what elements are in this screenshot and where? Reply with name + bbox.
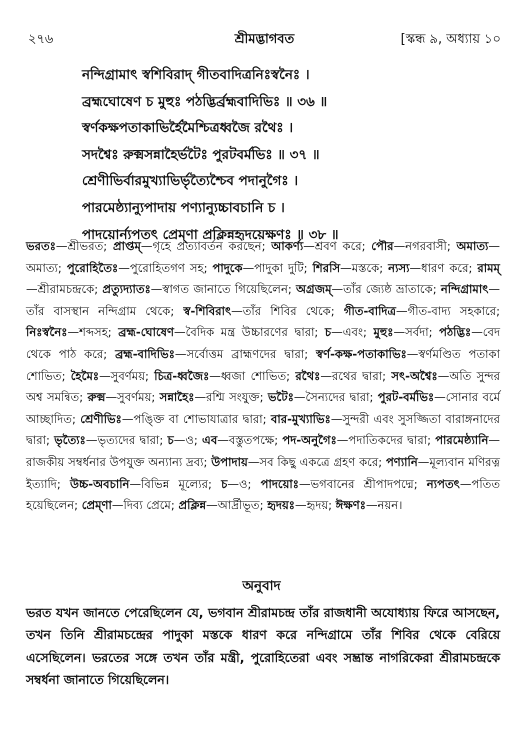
synonym-word: পারমেষ্ঠ্যানি (435, 433, 489, 448)
synonym-meaning: ভৃত্যদের দ্বারা; (97, 433, 164, 448)
synonym-word: পদ-অনুগৈঃ (282, 433, 337, 448)
synonym-meaning: দিব্য প্রেমে; (123, 498, 175, 513)
synonym-meaning: নগরবাসী; (405, 239, 451, 253)
synonym-meaning: নয়ন। (377, 498, 403, 513)
synonym-word: পৌর (371, 239, 394, 253)
synonym-meaning: সোনার বর্মে আচ্ছাদিত; (26, 390, 501, 426)
synonym-word: নন্দিগ্রামাৎ (440, 282, 489, 297)
synonym-word: হৈমৈঃ (70, 368, 100, 383)
synonym-word: রামম্ (477, 260, 500, 275)
synonym-word: স্বর্ণ-কক্ষ-পতাকাভিঃ (316, 346, 407, 361)
synonym-word: ভৃত্যৈঃ (54, 433, 86, 448)
synonym-meaning: পদাতিকদের দ্বারা; (348, 433, 432, 448)
synonym-word: অমাত্য (456, 239, 489, 253)
synonym-meaning: পুরোহিতগণ সহ; (129, 260, 208, 275)
synonym-word: পুরট-বর্মভিঃ (377, 390, 435, 405)
synonym-word: পঠদ্ভিঃ (439, 325, 472, 340)
synonym-word: এব (202, 433, 218, 448)
synonym-word: উপাদায় (211, 454, 248, 469)
synonym-meaning: গীত-বাদ্য সহকারে; (407, 303, 500, 318)
synonym-meaning: তাঁর শিবির থেকে; (242, 303, 335, 318)
synonym-meaning: সর্বদা; (405, 325, 433, 340)
synonym-meaning: শ্রবণ করে; (314, 239, 366, 253)
synonym-word: চ (167, 433, 174, 448)
synonym-meaning: রাজকীয় সম্বর্ধনার উপযুক্ত অন্যান্য দ্রব্য; (26, 454, 208, 469)
synonym-meaning: সৈন্যদের দ্বারা; (305, 390, 374, 405)
word-for-word-synonyms: ভরতঃ—শ্রীভরত; প্রাপ্তম্—গৃহে প্রত্যাবর্তন করছেন; আকর্ণ্য—শ্রবণ করে; পৌর—নগরবাসী; অমাত্য—অমাত্য; পুরোহিতৈঃ—পুরোহিতগণ সহ; পাদুকে—পাদুকা দুটি; শিরসি—মস্তকে; ন্যস্য—ধারণ করে; রামম্—শ্রীরামচন্দ্রকে; প্রত্যুদ্যাতঃ—স্বাগত জানাতে গিয়েছিলেন; অগ্রজম্—তাঁর জ্যেষ্ঠ ভ্রাতাকে; নন্দিগ্রামাৎ—তাঁর বাসস্থান নন্দিগ্রাম থেকে; স্ব-শিবিরাৎ—তাঁর শিবির থেকে; গীত-বাদিত্র—গীত-বাদ্য সহকারে; নিঃস্বনৈঃ—শব্দসহ; ব্রহ্ম-ঘোষেণ—বৈদিক মন্ত্র উচ্চারণের দ্বারা; চ—এবং; মুহুঃ—সর্বদা; পঠদ্ভিঃ—বেদ থেকে পাঠ করে; ব্রহ্ম-বাদিভিঃ—সর্বোত্তম ব্রাহ্মণদের দ্বারা; স্বর্ণ-কক্ষ-পতাকাভিঃ—স্বর্ণমণ্ডিত পতাকা শোভিত; হৈমৈঃ—সুবর্ণময়; চিত্র-ধ্বজৈঃ—ধ্বজা শোভিত; রথৈঃ—রথের দ্বারা; সৎ-অশ্বৈঃ—অতি সুন্দর অশ্ব সমন্বিত; রুক্ম—সুবর্ণময়; সন্নাহৈঃ—রশ্মি সংযুক্ত; ভটৈঃ—সৈন্যদের দ্বারা; পুরট-বর্মভিঃ—সোনার বর্মে আচ্ছাদিত; শ্রেণীভিঃ—পঙ্ক্তি বা শোভাযাত্রার দ্বারা; বার-মুখ্যাভিঃ—সুন্দরী এবং সুসজ্জিতা বারাঙ্গনাদের দ্বারা; ভৃত্যৈঃ—ভৃত্যদের দ্বারা; চ—ও; এব—বস্তুতপক্ষে; পদ-অনুগৈঃ—পদাতিকদের দ্বারা; পারমেষ্ঠ্যানি—রাজকীয় সম্বর্ধনার উপযুক্ত অন্যান্য দ্রব্য; উপাদায়—সব কিছু একত্রে গ্রহণ করে; পণ্যানি—মূল্যবান মণিরত্ন ইত্যাদি; উচ্চ-অবচানি—বিভিন্ন মূল্যের; চ—ও; পাদয়োঃ—ভগবানের শ্রীপাদপদ্মে; ন্যপতৎ—পতিত হয়েছিলেন; প্রেম্ণা—দিব্য প্রেমে; প্রক্লিন্ন—আর্দ্রীভূত; হৃদয়ঃ—হৃদয়; ঈক্ষণঃ—নয়ন। (26, 239, 501, 513)
synonym-word: প্রক্লিন্ন (178, 498, 207, 513)
synonym-meaning: আর্দ্রীভূত; (217, 498, 264, 513)
synonym-meaning: বস্তুতপক্ষে; (228, 433, 279, 448)
synonym-meaning: ও; (185, 433, 198, 448)
verse-line: শ্রেণীভির্বারমুখ্যাভির্ভৃত্যৈশ্চৈব পদানুগৈঃ । (82, 173, 299, 190)
verse-line: স্বর্ণকক্ষপতাকাভির্হৈমৈশ্চিত্রধ্বজৈ রথৈঃ । (82, 120, 294, 137)
synonym-meaning: সব কিছু একত্রে গ্রহণ করে; (259, 454, 383, 469)
synonym-word: চ (324, 325, 332, 340)
page-number: ২৭৬ (28, 32, 54, 47)
synonym-meaning: বৈদিক মন্ত্র উচ্চারণের দ্বারা; (185, 325, 319, 340)
synonym-word: ঈক্ষণঃ (335, 498, 366, 513)
verse-line: পারমেষ্ঠ্যান্যুপাদায় পণ্যান্যুচ্চাবচানি চ । (82, 199, 285, 216)
synonym-meaning: রথের দ্বারা; (331, 368, 387, 383)
synonym-meaning: ও; (238, 476, 252, 491)
synonym-meaning: শ্রীভরত; (67, 239, 108, 253)
synonym-meaning: ধ্বজা শোভিত; (220, 368, 291, 383)
synonym-word: বার-মুখ্যাভিঃ (270, 411, 331, 426)
synonym-word: ভরতঃ (26, 239, 56, 253)
synonym-word: অগ্রজম্ (296, 282, 332, 297)
synonym-word: নিঃস্বনৈঃ (26, 325, 68, 340)
synonym-meaning: সর্বোত্তম ব্রাহ্মণদের দ্বারা; (186, 346, 309, 361)
synonym-meaning: বিভিন্ন মূল্যের; (141, 476, 212, 491)
synonym-word: শিরসি (312, 260, 341, 275)
sanskrit-verse (82, 62, 502, 248)
verse-line: সদশ্বৈঃ রুক্মসন্নাহৈর্ভটৈঃ পুরটবর্মভিঃ ॥ ৩৭ ॥ (82, 146, 320, 163)
translation-text: ভরত যখন জানতে পেরেছিলেন যে, ভগবান শ্রীরামচন্দ্র তাঁর রাজধানী অযোধ্যায় ফিরে আসছেন, তখন তিনি শ্রীরামচন্দ্রের পাদুকা মস্তকে ধারণ করে নন্দিগ্রামে তাঁর শিবির থেকে বেরিয়ে এসেছিলেন। ভরতের সঙ্গে তখন তাঁর মন্ত্রী, পুরোহিতেরা এবং সম্ভ্রান্ত নাগরিকেরা শ্রীরামচন্দ্রকে সম্বর্ধনা জানাতে গিয়েছিলেন। (26, 605, 500, 687)
synonym-word: পাদয়োঃ (260, 476, 299, 491)
synonym-meaning: ভগবানের শ্রীপাদপদ্মে; (310, 476, 418, 491)
synonym-meaning: পঙ্ক্তি বা শোভাযাত্রার দ্বারা; (133, 411, 267, 426)
page-header (28, 30, 501, 52)
synonym-meaning: মূল্যবান মণিরত্ন ইত্যাদি; (26, 454, 500, 491)
synonym-word: চ (221, 476, 228, 491)
synonym-meaning: স্বর্ণমণ্ডিত পতাকা শোভিত; (26, 346, 500, 383)
synonym-word: পাদুকে (212, 260, 243, 275)
verse-line: পাদয়োর্ন্যপতৎ প্রেম্ণা প্রক্লিন্নহৃদয়েক্ষণঃ ॥ ৩৮ ॥ (82, 226, 339, 243)
synonym-word: প্রেম্ণা (81, 498, 112, 513)
synonym-word: পণ্যানি (385, 454, 418, 469)
synonym-meaning: সুবর্ণময়; (117, 390, 156, 405)
synonym-meaning: অতি সুন্দর অশ্ব সমন্বিত; (26, 368, 501, 405)
synonym-word: প্রত্যুদ্যাতঃ (102, 282, 151, 297)
synonym-word: স্ব-শিবিরাৎ (183, 303, 232, 318)
synonym-word: ব্রহ্ম-বাদিভিঃ (115, 346, 175, 361)
verse-line: নন্দিগ্রামাৎ স্বশিবিরাদ্ গীতবাদিত্রনিঃস্বনৈঃ । (82, 67, 310, 83)
synonym-word: পুরোহিতৈঃ (66, 260, 119, 275)
synonym-word: গীত-বাদিত্র (343, 303, 397, 318)
synonym-word: সৎ-অশ্বৈঃ (391, 368, 438, 383)
book-title: শ্রীমদ্ভাগবত (234, 32, 295, 47)
synonym-meaning: হৃদয়; (306, 498, 333, 513)
synonym-word: আকর্ণ্য (271, 239, 304, 253)
synonym-meaning: তাঁর বাসস্থান নন্দিগ্রাম থেকে; (26, 303, 175, 318)
synonym-word: ব্রহ্ম-ঘোষেণ (118, 325, 175, 340)
verse-line: ব্রহ্মঘোষেণ চ মুহুঃ পঠদ্ভির্ব্রহ্মবাদিভিঃ ॥ ৩৬ ॥ (82, 93, 328, 110)
synonym-meaning: তাঁর জ্যেষ্ঠ ভ্রাতাকে; (343, 282, 437, 297)
synonym-meaning: সুন্দরী এবং সুসজ্জিতা বারাঙ্গনাদের দ্বারা; (26, 411, 501, 448)
synonym-meaning: গৃহে প্রত্যাবর্তন করছেন; (152, 239, 266, 253)
synonym-word: উচ্চ-অবচানি (69, 476, 130, 491)
synonym-meaning: শব্দসহ; (79, 325, 112, 340)
synonym-meaning: সুবর্ণময়; (110, 368, 149, 383)
translation-heading: অনুবাদ (242, 578, 281, 594)
synonym-word: ভটৈঃ (267, 390, 294, 405)
synonym-word: ন্যস্য (388, 260, 410, 275)
synonym-word: সন্নাহৈঃ (159, 390, 195, 405)
synonym-word: ন্যপতৎ (426, 476, 460, 491)
synonym-meaning: অমাত্য; (26, 260, 62, 275)
synonym-word: প্রাপ্তম্ (112, 239, 141, 253)
synonym-meaning: পতিত হয়েছিলেন; (26, 476, 501, 513)
synonym-word: রুক্ম (87, 390, 106, 405)
synonym-meaning: এবং; (342, 325, 367, 340)
synonym-meaning: পাদুকা দুটি; (254, 260, 308, 275)
synonym-meaning: ধারণ করে; (421, 260, 473, 275)
synonym-word: শ্রেণীভিঃ (80, 411, 122, 426)
synonym-word: হৃদয়ঃ (267, 498, 295, 513)
synonym-meaning: রশ্মি সংযুক্ত; (206, 390, 264, 405)
synonym-word: চিত্র-ধ্বজৈঃ (154, 368, 210, 383)
synonym-meaning: শ্রীরামচন্দ্রকে; (37, 282, 99, 297)
synonym-word: রথৈঃ (295, 368, 321, 383)
synonym-word: মুহুঃ (373, 325, 394, 340)
synonym-meaning: স্বাগত জানাতে গিয়েছিলেন; (162, 282, 292, 297)
section-label: [স্কন্ধ ৯, অধ্যায় ১০ (400, 32, 501, 47)
synonym-meaning: মস্তকে; (351, 260, 384, 275)
synonym-meaning: বেদ থেকে পাঠ করে; (26, 325, 501, 361)
